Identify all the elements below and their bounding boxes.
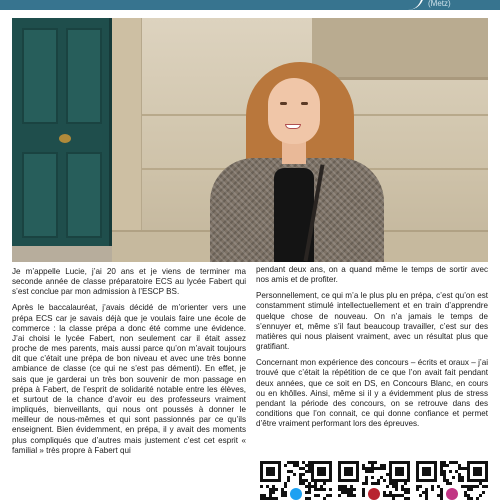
door-handle bbox=[59, 134, 71, 143]
eye bbox=[301, 102, 308, 105]
header-band bbox=[0, 0, 500, 10]
article-left-column bbox=[12, 267, 246, 462]
face bbox=[268, 78, 320, 144]
instagram-icon bbox=[416, 461, 488, 500]
door-panel bbox=[22, 28, 58, 124]
window-ledge bbox=[312, 18, 488, 80]
paragraph: Je m’appelle Lucie, j’ai 20 ans et je viens de terminer ma seconde année de classe préparatoire ECS au lycée Fabert qui s’est conclue par mon admission à l’ESCP BS. bbox=[12, 267, 246, 297]
student-portrait-photo bbox=[12, 18, 488, 262]
qr-code-instagram[interactable] bbox=[416, 461, 488, 500]
header-city-label: (Metz) bbox=[428, 0, 451, 8]
smile bbox=[285, 124, 301, 129]
qr-code-twitter[interactable] bbox=[260, 461, 332, 500]
article-right-column bbox=[256, 265, 488, 435]
qr-code-school[interactable] bbox=[338, 461, 410, 500]
paragraph: Personnellement, ce qui m’a le plus plu en prépa, c’est qu’on est constamment stimulé intellectuellement et en train d’apprendre quelque chose de nouveau. On n’a jamais le temps de s’ennuyer et, même s’il faut beaucoup travailler, c’est sur des matières qui nous plaisent vraiment, avec un résultat plus que gratifiant. bbox=[256, 291, 488, 352]
twitter-bird-icon bbox=[260, 461, 332, 500]
eye bbox=[280, 102, 287, 105]
door-panel bbox=[66, 28, 102, 124]
stone-pilaster bbox=[112, 18, 142, 262]
school-crest-icon bbox=[338, 461, 410, 500]
paragraph: Après le baccalauréat, j’avais décidé de m’orienter vers une prépa ECS car je savais déjà que je voulais faire une école de commerce : la classe prépa a donc été comme une évidence. J’ai choisi le lycée Fabert, non seulement car il était assez proche de mes parents, mais aussi parce qu’on m’avait toujours dit que c’était une prépa de bon niveau et avec une très bonne ambiance de classe (ce qui ne s’est pas démenti). En effet, je sais que je garderai un très bon souvenir de mon passage en prépa à Fabert, de l’esprit de solidarité notable entre les élèves, et surtout de la chance d’avoir eu des professeurs vraiment impliqués, bienveillants, qui nous ont poussés à donner le meilleur de nous-mêmes et qui sont passionnés par ce qu’ils enseignent. Bien évidemment, en prépa, il y avait des moments plus compliqués que d’autres mais justement c’est cet esprit « familial » très propre à Fabert qui bbox=[12, 303, 246, 455]
paragraph: Concernant mon expérience des concours – écrits et oraux – j’ai trouvé que c’était la répétition de ce que l’on avait fait pendant deux années, que ce soit en DS, en Concours Blanc, en cours ou en khôlles. Ainsi, même si il y a évidemment plus de stress pendant la période des concours, on se retrouve dans des conditions que l’on connait, ce qui donne confiance et permet d’être vraiment performant lors des épreuves. bbox=[256, 358, 488, 429]
paragraph: pendant deux ans, on a quand même le temps de sortir avec nos amis et de profiter. bbox=[256, 265, 488, 285]
door-panel bbox=[22, 152, 58, 238]
door-panel bbox=[66, 152, 102, 238]
